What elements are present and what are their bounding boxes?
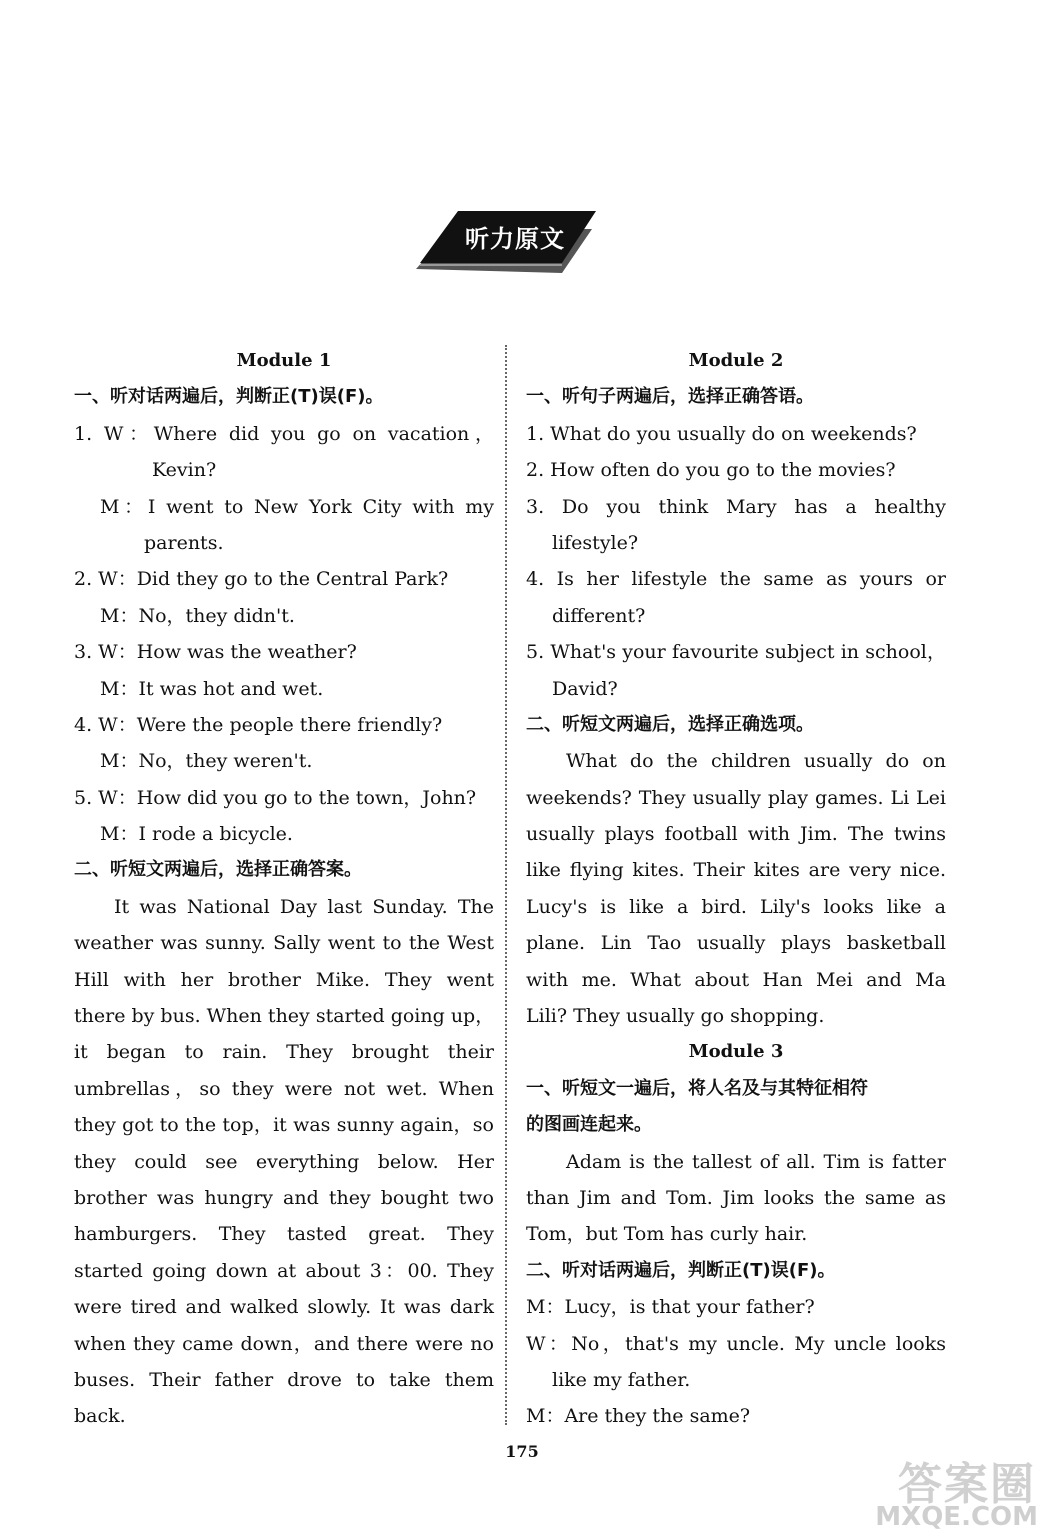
text-line: M：Are they the same? [526,1405,751,1428]
section-instruction: 一、听对话两遍后，判断正(T)误(F)。 [74,386,384,408]
text-line: brother was hungry and they bought two [74,1186,494,1209]
watermark [864,1448,1040,1534]
text-line: were tired and walked slowly. It was dark [74,1296,494,1319]
text-line: M：No，they didn't. [100,604,295,627]
text-line: 5. W：How did you go to the town，John? [74,786,477,809]
text-line: they could see everything below. Her [74,1150,494,1173]
text-line: 2. W：Did they go to the Central Park? [74,568,449,591]
section-instruction: 一、听短文一遍后，将人名及与其特征相符 [526,1077,868,1099]
page-number: 175 [505,1442,539,1461]
text-line: Tom，but Tom has curly hair. [526,1223,808,1246]
text-line: M：No，they weren't. [100,750,313,773]
text-line: lifestyle? [552,531,639,554]
text-line: 2. How often do you go to the movies? [526,459,896,482]
section-instruction: 二、听短文两遍后，选择正确选项。 [526,713,814,735]
text-line: parents. [144,531,224,554]
text-line: M：Lucy，is that your father? [526,1296,815,1319]
text-line: Lucy's is like a bird. Lily's looks like a [526,895,946,918]
text-line: it began to rain. They brought their [74,1041,494,1064]
left-column [74,343,494,1435]
text-line: Adam is the tallest of all. Tim is fatter [566,1150,946,1173]
text-line: weekends? They usually play games. Li Lei [526,786,946,809]
text-line: M：I rode a bicycle. [100,823,293,846]
banner-title: 听力原文 [465,225,565,253]
text-line: Kevin? [152,459,217,482]
text-line: 1. W：Where did you go on vacation， [74,422,494,445]
text-line: plane. Lin Tao usually plays basketball [526,932,946,955]
section-instruction: 二、听对话两遍后，判断正(T)误(F)。 [526,1259,836,1281]
watermark-url: MXQE.COM [875,1502,1038,1532]
text-line: Hill with her brother Mike. They went [74,968,494,991]
right-column [526,343,946,1435]
text-line: than Jim and Tom. Jim looks the same as [526,1186,946,1209]
text-line: 4. Is her lifestyle the same as yours or [526,568,946,591]
module-heading: Module 3 [688,1041,784,1063]
section-banner [412,207,596,273]
text-line: W：No，that's my uncle. My uncle looks [526,1332,946,1355]
module-heading: Module 1 [236,350,332,371]
text-line: 3. Do you think Mary has a healthy [526,495,946,518]
text-line: 5. What's your favourite subject in school， [526,641,946,664]
text-line: Lili? They usually go shopping. [526,1005,825,1028]
text-line: when they came down，and there were no [74,1332,494,1355]
module-heading: Module 2 [688,350,784,371]
text-line: 4. W：Were the people there friendly? [74,713,443,736]
text-line: like flying kites. Their kites are very nice. [526,859,946,882]
text-line: 1. What do you usually do on weekends? [526,422,917,445]
section-instruction: 二、听短文两遍后，选择正确答案。 [74,859,362,881]
text-line: David? [552,677,618,700]
text-line: 3. W：How was the weather? [74,641,357,664]
column-divider [505,345,507,1425]
text-line: different? [552,604,646,627]
text-line: buses. Their father drove to take them [74,1368,494,1391]
text-line: weather was sunny. Sally went to the West [74,932,494,955]
text-line: like my father. [552,1368,691,1391]
text-line: What do the children usually do on [566,750,946,773]
text-line: umbrellas，so they were not wet. When [74,1077,494,1100]
text-line: back. [74,1405,126,1428]
section-instruction: 一、听句子两遍后，选择正确答语。 [526,386,814,408]
text-line: usually plays football with Jim. The twins [526,823,946,846]
text-line: started going down at about 3：00. They [74,1259,494,1282]
text-line: hamburgers. They tasted great. They [74,1223,494,1246]
text-line: they got to the top，it was sunny again，so [74,1114,494,1137]
text-line: there by bus. When they started going up， [74,1005,495,1028]
text-line: M：I went to New York City with my [100,495,494,518]
text-line: M：It was hot and wet. [100,677,324,700]
watermark-logo: 答案圈 [898,1459,1036,1510]
section-instruction: 的图画连起来。 [526,1114,652,1136]
text-line: with me. What about Han Mei and Ma [526,968,946,991]
text-line: It was National Day last Sunday. The [114,895,494,918]
